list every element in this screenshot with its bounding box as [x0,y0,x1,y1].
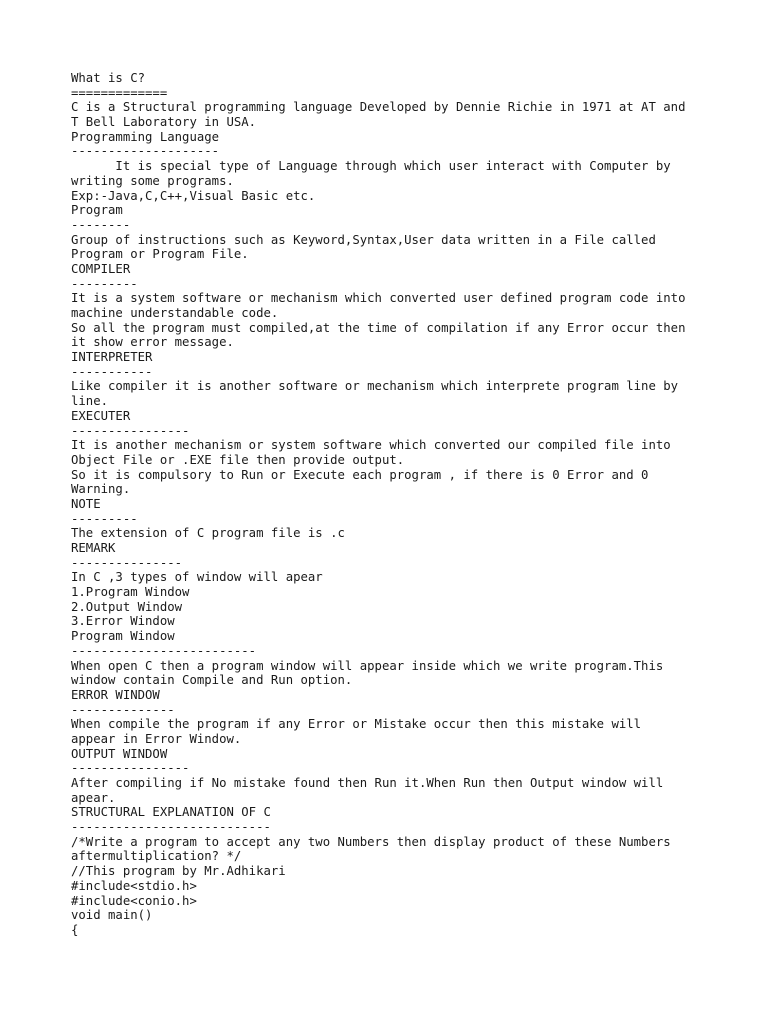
paragraph-line: machine understandable code. [71,306,279,320]
heading-underline: --------------- [71,555,183,570]
paragraph-line: After compiling if No mistake found then Run it.When Run then Output window will [71,776,664,790]
heading-underline: --------- [71,276,138,291]
code-line: void main() [71,908,153,923]
paragraph-line: The extension of C program file is .c [71,526,345,541]
document-body [71,71,711,938]
heading-program-window: Program Window [71,629,175,644]
paragraph-line: C is a Structural programming language Developed by Dennie Richie in 1971 at AT and [71,100,686,115]
heading-remark: REMARK [71,541,116,555]
paragraph-line: So all the program must compiled,at the time of compilation if any Error occur then [71,320,686,335]
heading-executer: EXECUTER [71,408,131,423]
heading-underline: --------------------------- [71,820,271,835]
paragraph-line: It is special type of Language through which user interact with Computer by [71,159,671,174]
heading-underline: ---------------- [71,761,190,776]
heading-interpreter: INTERPRETER [71,350,153,365]
heading-programming-language: Programming Language [71,129,220,144]
heading-error-window: ERROR WINDOW [71,687,160,702]
list-item: 2.Output Window [71,599,183,614]
code-comment-line: aftermultiplication? */ [71,849,242,864]
paragraph-line: Object File or .EXE file then provide output. [71,452,405,467]
paragraph-line: window contain Compile and Run option. [71,673,353,688]
paragraph-line: When open C then a program window will appear inside which we write program.This [71,658,664,673]
heading-program: Program [71,203,123,218]
heading-underline: -------------- [71,702,175,717]
paragraph-line: Exp:-Java,C,C++,Visual Basic etc. [71,188,316,203]
code-line: #include<stdio.h> [71,878,197,893]
heading-note: NOTE [71,496,101,511]
heading-underline: ============= [71,85,168,100]
heading-underline: ----------- [71,364,153,379]
code-comment-line: /*Write a program to accept any two Numbers then display product of these Numbers [71,834,671,849]
paragraph-line: In C ,3 types of window will apear [71,570,323,585]
heading-underline: -------------------- [71,144,220,159]
code-line: { [71,922,79,937]
paragraph-line: Like compiler it is another software or mechanism which interprete program line by [71,379,679,394]
paragraph-line: When compile the program if any Error or Mistake occur then this mistake will [71,717,642,732]
code-comment-line: //This program by Mr.Adhikari [71,864,286,879]
heading-underline: ---------------- [71,423,190,438]
paragraph-line: apear. [71,790,116,805]
paragraph-line: line. [71,394,109,409]
heading-output-window: OUTPUT WINDOW [71,746,168,761]
paragraph-line: writing some programs. [71,173,234,188]
heading-compiler: COMPILER [71,261,131,276]
heading-what-is-c: What is C? [71,71,146,85]
paragraph-line: appear in Error Window. [71,731,242,746]
paragraph-line: it show error message. [71,335,234,350]
heading-structural-explanation: STRUCTURAL EXPLANATION OF C [71,805,271,820]
list-item: 1.Program Window [71,585,190,600]
code-line: #include<conio.h> [71,893,197,908]
paragraph-line: Group of instructions such as Keyword,Syntax,User data written in a File called [71,232,656,247]
paragraph-line: Warning. [71,482,131,497]
paragraph-line: So it is compulsory to Run or Execute each program , if there is 0 Error and 0 [71,467,649,482]
paragraph-line: T Bell Laboratory in USA. [71,115,257,130]
paragraph-line: It is a system software or mechanism which converted user defined program code into [71,291,686,306]
paragraph-line: It is another mechanism or system software which converted our compiled file into [71,438,671,453]
paragraph-line: Program or Program File. [71,247,249,262]
heading-underline: -------- [71,217,131,232]
heading-underline: --------- [71,511,138,526]
list-item: 3.Error Window [71,614,175,629]
heading-underline: ------------------------- [71,643,257,658]
